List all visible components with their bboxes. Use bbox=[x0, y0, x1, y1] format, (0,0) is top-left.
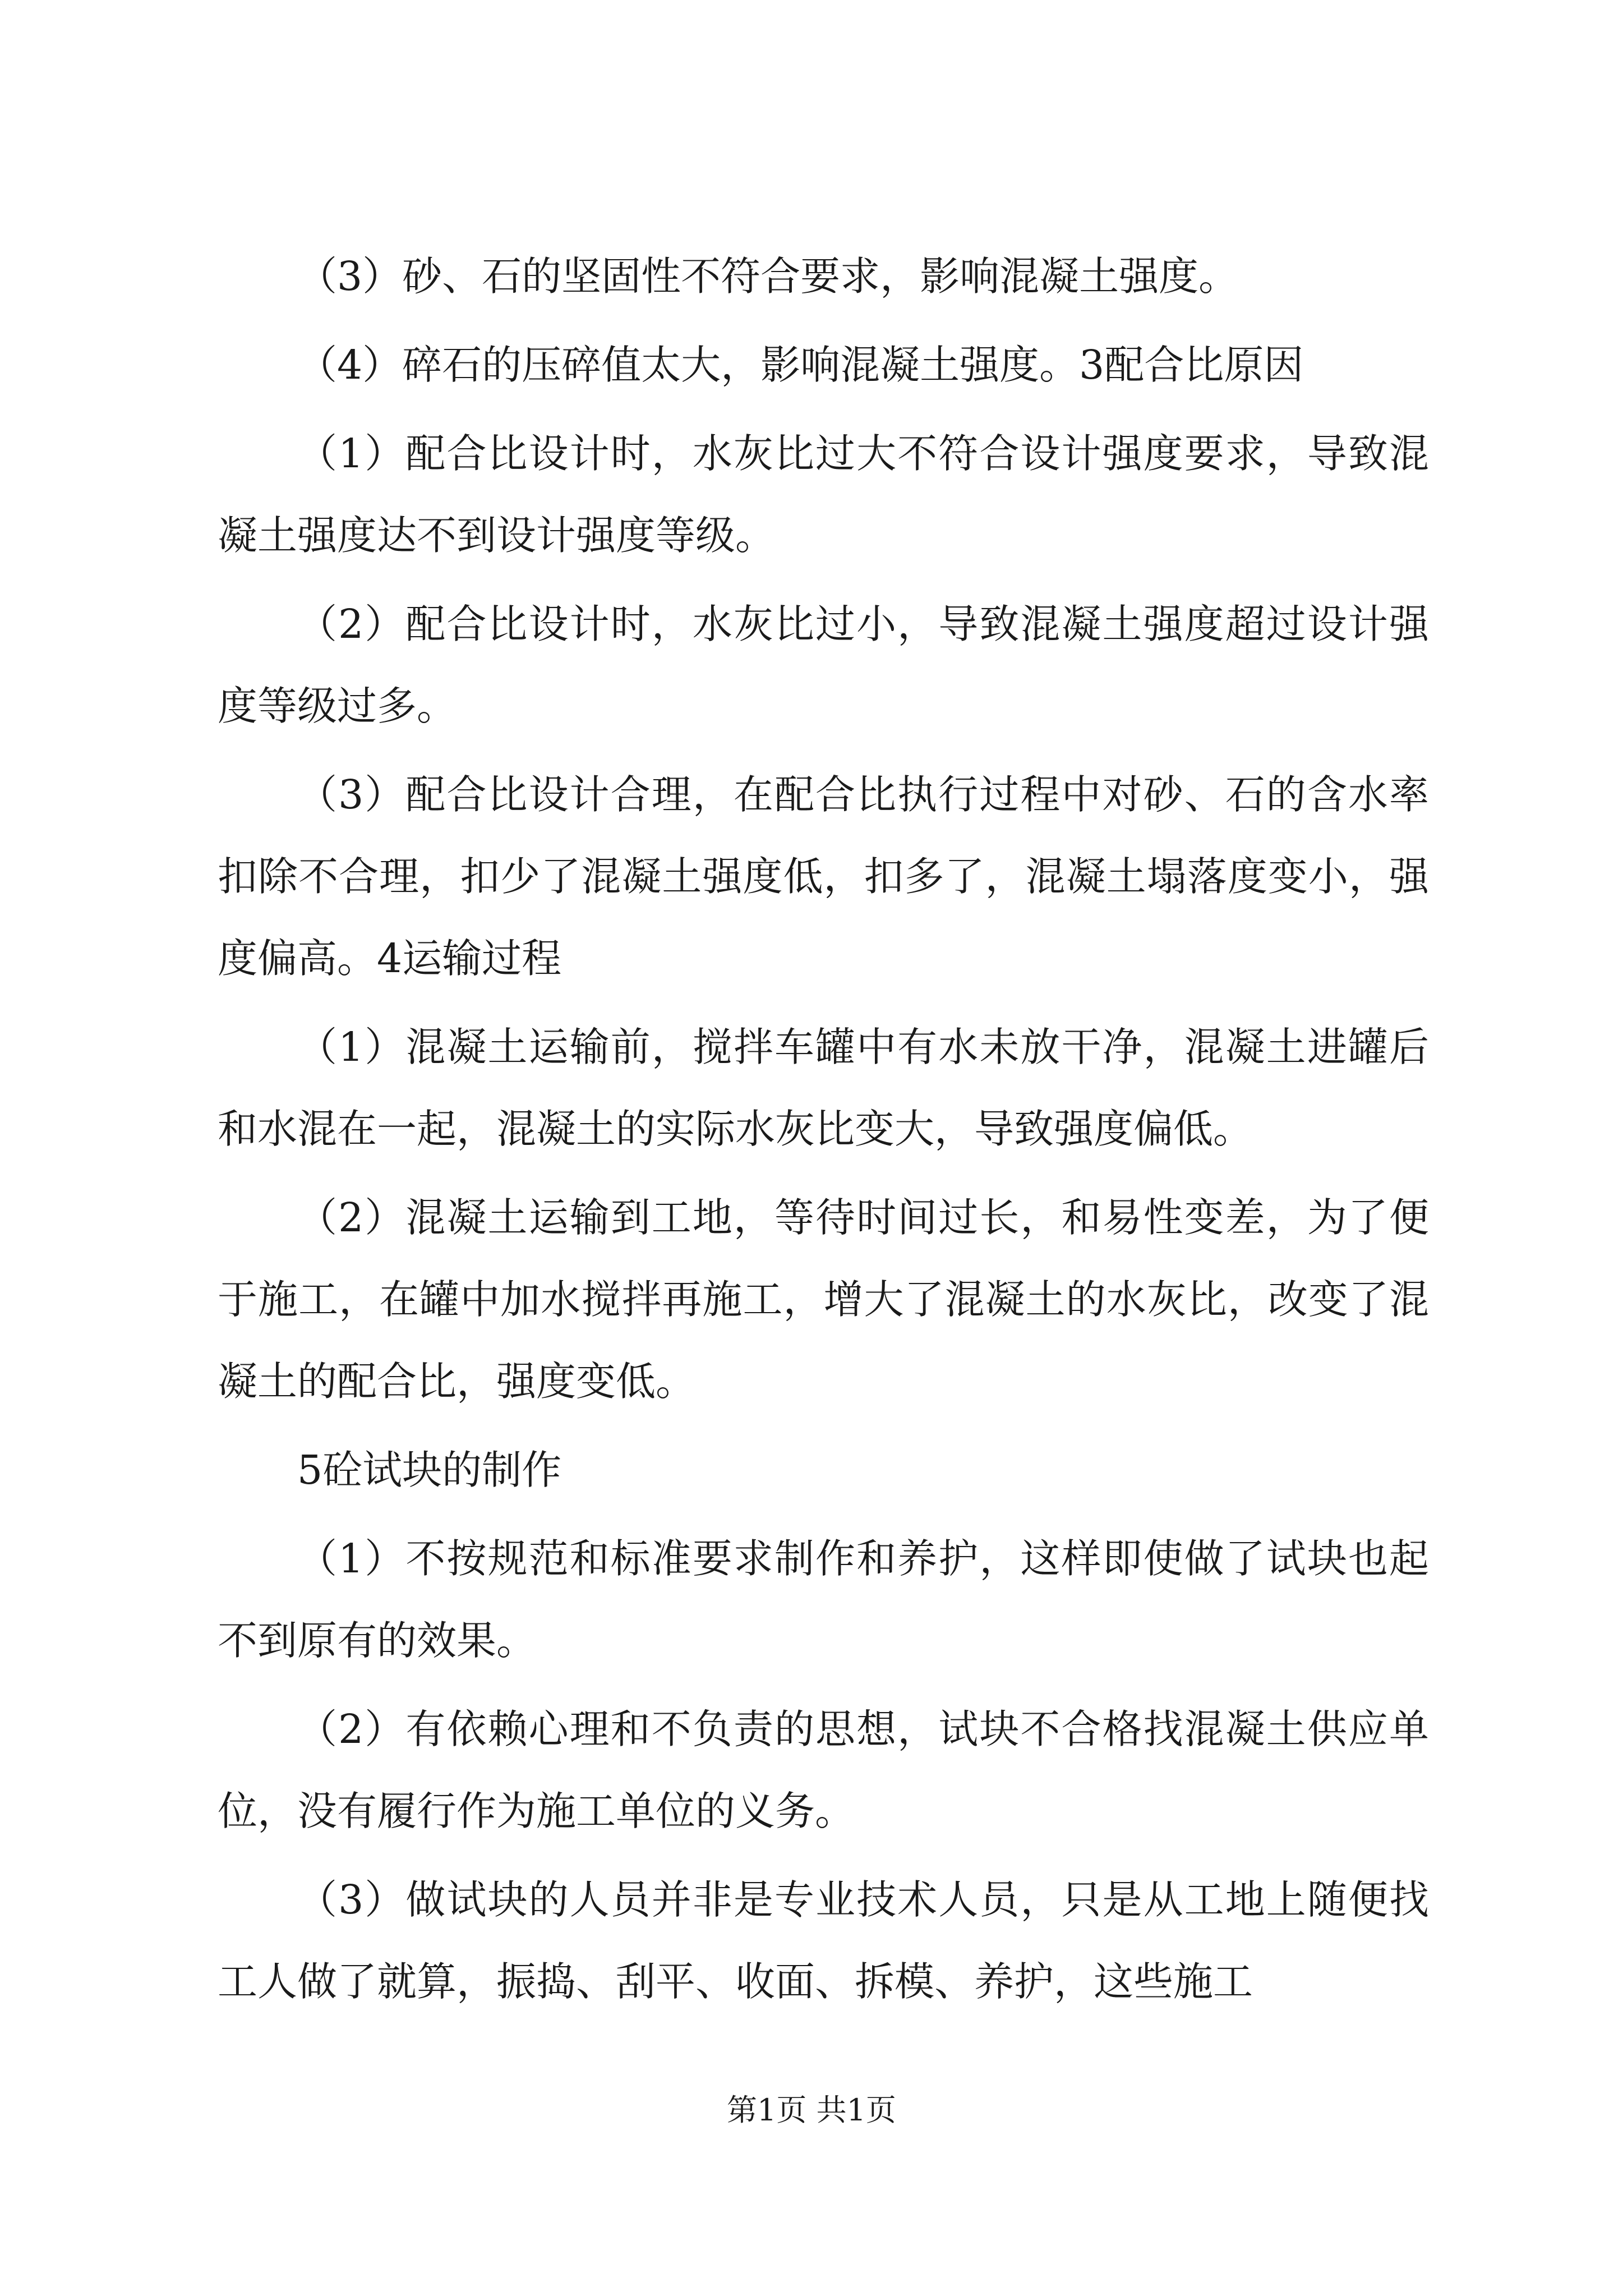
document-body bbox=[218, 236, 1429, 2030]
paragraph-mix-ratio-3: （3）配合比设计合理，在配合比执行过程中对砂、石的含水率扣除不合理，扣少了混凝土强度低，扣多了，混凝土塌落度变小，强度偏高。4运输过程 bbox=[218, 771, 1429, 982]
paragraph-test-block-2: （2）有依赖心理和不负责的思想，试块不合格找混凝土供应单位，没有履行作为施工单位的义务。 bbox=[218, 1706, 1429, 1834]
paragraph-transport-1: （1）混凝土运输前，搅拌车罐中有水未放干净，混凝土进罐后和水混在一起，混凝土的实际水灰比变大，导致强度偏低。 bbox=[218, 1024, 1429, 1152]
paragraph-test-block-3: （3）做试块的人员并非是专业技术人员，只是从工地上随便找工人做了就算，振捣、刮平、收面、拆模、养护，这些施工 bbox=[218, 1876, 1429, 2005]
page-footer bbox=[0, 2088, 1623, 2133]
paragraph-mix-ratio-2: （2）配合比设计时，水灰比过小，导致混凝土强度超过设计强度等级过多。 bbox=[218, 601, 1429, 729]
paragraph-mix-ratio-1: （1）配合比设计时，水灰比过大不符合设计强度要求，导致混凝土强度达不到设计强度等级。 bbox=[218, 430, 1429, 559]
paragraph-transport-2: （2）混凝土运输到工地，等待时间过长，和易性变差，为了便于施工，在罐中加水搅拌再施工，增大了混凝土的水灰比，改变了混凝土的配合比，强度变低。 bbox=[218, 1194, 1429, 1405]
paragraph-test-block-1: （1）不按规范和标准要求制作和养护，这样即使做了试块也起不到原有的效果。 bbox=[218, 1535, 1429, 1664]
paragraph-3-sand-stone-durability: （3）砂、石的坚固性不符合要求，影响混凝土强度。 bbox=[297, 253, 1239, 300]
section-heading-test-block: 5砼试块的制作 bbox=[297, 1447, 562, 1493]
paragraph-4-crushing-value: （4）碎石的压碎值太大，影响混凝土强度。3配合比原因 bbox=[297, 342, 1304, 388]
page-number-label: 第1页 共1页 bbox=[727, 2092, 896, 2128]
